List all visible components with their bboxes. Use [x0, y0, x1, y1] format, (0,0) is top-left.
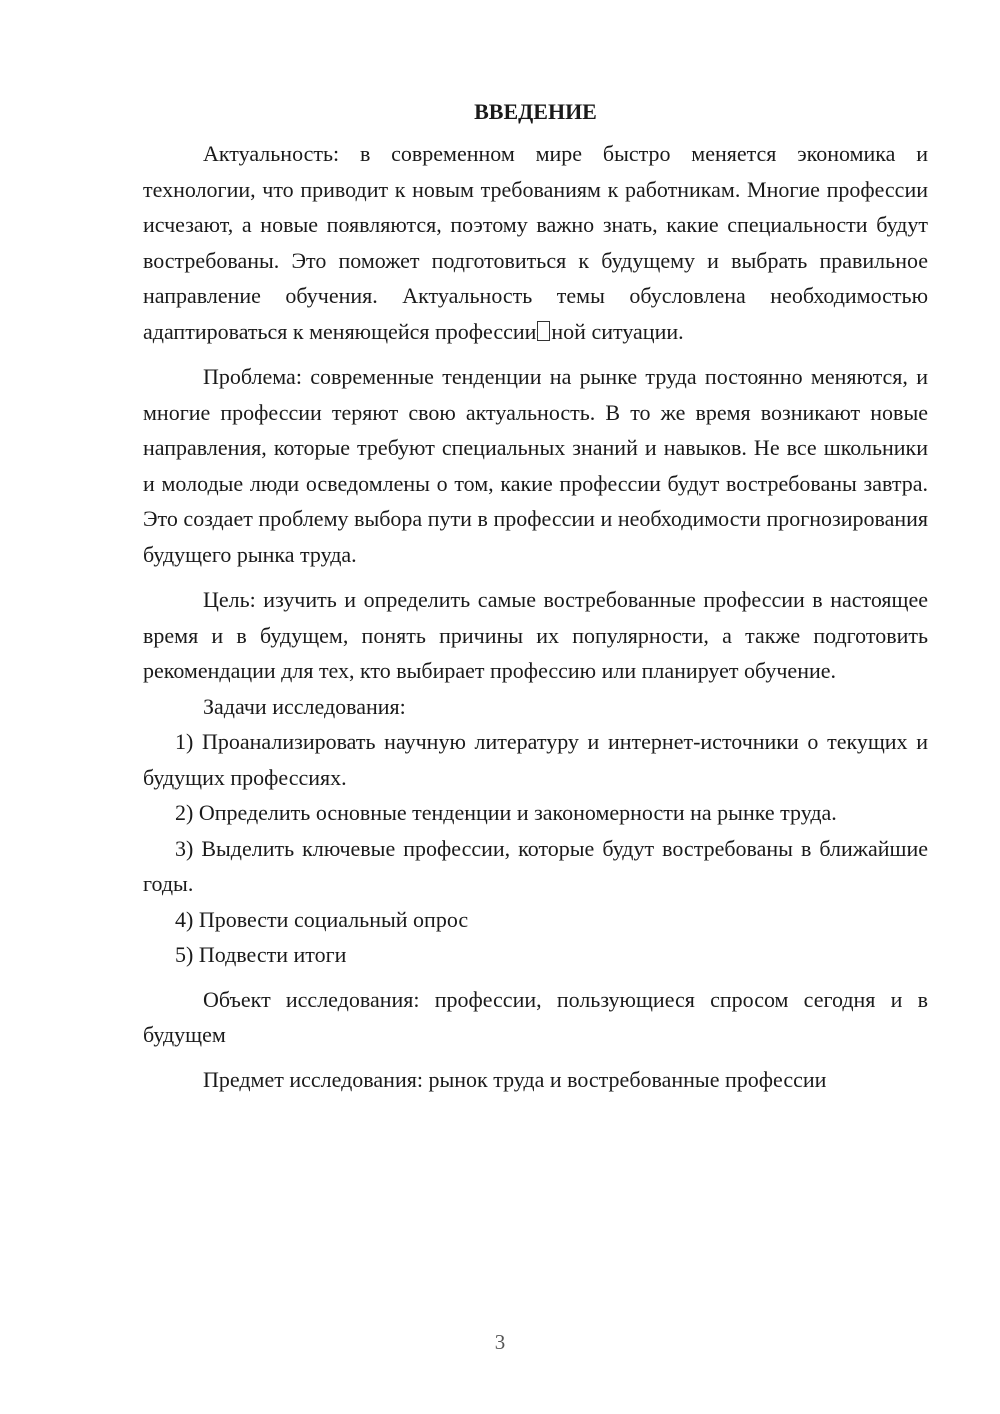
page-number: 3 [494, 1330, 506, 1354]
object-paragraph: Объект исследования: профессии, пользующиеся спросом сегодня и в будущем [143, 986, 928, 1047]
task-item: 2) Определить основные тенденции и закономерности на рынке труда. [175, 800, 837, 825]
task-item: 4) Провести социальный опрос [175, 906, 469, 932]
relevance-text-end: ной ситуации. [551, 318, 684, 344]
tasks-label: Задачи исследования: [203, 693, 406, 719]
document-page [143, 88, 928, 1097]
problem-paragraph: Проблема: современные тенденции на рынке труда постоянно меняются, и многие профессии теряют свою актуальность. В то же время возникают новые направления, которые требуют специальных знаний и навыков. Не все школьники и молодые люди осведомлены о том, какие профессии будут востребованы завтра. Это создает проблему выбора пути в профессии и необходимости прогнозирования будущего рынка труда. [143, 364, 928, 567]
relevance-text: Актуальность: в современном мире быстро меняется экономика и технологии, что приводит к новым требованиям к работникам. Многие профессии исчезают, а новые появляются, поэтому важно знать, какие специальности будут востребованы. Это поможет подготовиться к будущему и выбрать правильное направление обучения. Актуальность темы обусловлена необходимостью адаптироваться к меняющейся профессии [143, 141, 928, 344]
task-item: 5) Подвести итоги [175, 942, 347, 967]
task-item: 1) Проанализировать научную литературу и интернет-источники о текущих и будущих профессиях. [143, 729, 928, 790]
missing-glyph-icon [537, 321, 550, 341]
relevance-paragraph [143, 136, 928, 349]
section-title: ВВЕДЕНИЕ [474, 99, 597, 124]
goal-paragraph: Цель: изучить и определить самые востребованные профессии в настоящее время и в будущем, понять причины их популярности, а также подготовить рекомендации для тех, кто выбирает профессию или планирует обучение. [143, 587, 928, 683]
subject-paragraph: Предмет исследования: рынок труда и востребованные профессии [203, 1066, 827, 1092]
task-item: 3) Выделить ключевые профессии, которые будут востребованы в ближайшие годы. [143, 835, 928, 896]
